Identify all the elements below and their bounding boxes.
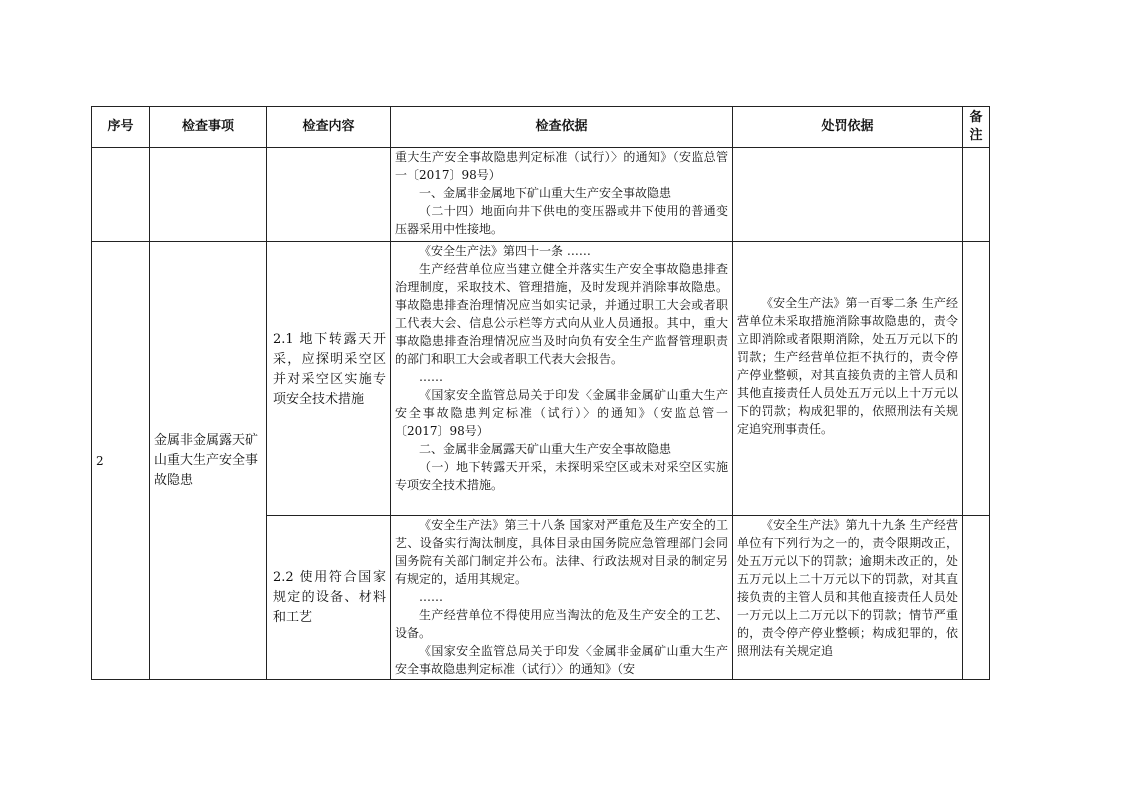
cell-item [150, 148, 267, 242]
basis-paragraph: 一、金属非金属地下矿山重大生产安全事故隐患 [419, 186, 672, 200]
basis-paragraph: 《国家安全监管总局关于印发〈金属非金属矿山重大生产安全事故隐患判定标准（试行）〉的通知》（安监总管一〔2017〕98号） [395, 388, 728, 438]
cell-remarks [963, 516, 990, 680]
cell-content: 2.1 地下转露天开采，应探明采空区并对采空区实施专项安全技术措施 [267, 242, 391, 516]
header-check-item: 检查事项 [150, 107, 267, 148]
basis-paragraph: 生产经营单位应当建立健全并落实生产安全事故隐患排查治理制度，采取技术、管理措施，及时发现并消除事故隐患。事故隐患排查治理情况应当如实记录，并通过职工大会或者职工代表大会、信息公示栏等方式向从业人员通报。其中，重大事故隐患排查治理情况应当及时向负有安全生产监督管理职责的部门和职工大会或者职工代表大会报告。 [395, 262, 728, 366]
cell-penalty [733, 148, 963, 242]
cell-penalty [733, 516, 963, 680]
basis-paragraph: 《安全生产法》第四十一条 …… [419, 244, 591, 258]
basis-paragraph: （一）地下转露天开采，未探明采空区或未对采空区实施专项安全技术措施。 [395, 460, 728, 492]
header-row [92, 107, 990, 148]
basis-paragraph: （二十四）地面向井下供电的变压器或井下使用的普通变压器采用中性接地。 [395, 204, 728, 236]
cell-basis [391, 516, 733, 680]
cell-penalty [733, 242, 963, 516]
basis-paragraph: 二、金属非金属露天矿山重大生产安全事故隐患 [419, 442, 672, 456]
cell-serial: 2 [92, 242, 150, 680]
cell-content: 2.2 使用符合国家规定的设备、材料和工艺 [267, 516, 391, 680]
basis-paragraph: 生产经营单位不得使用应当淘汰的危及生产安全的工艺、设备。 [395, 608, 728, 640]
cell-basis [391, 148, 733, 242]
header-check-content: 检查内容 [267, 107, 391, 148]
cell-serial [92, 148, 150, 242]
header-check-basis: 检查依据 [391, 107, 733, 148]
basis-paragraph: …… [419, 590, 443, 604]
table-row [92, 242, 990, 516]
penalty-paragraph: 《安全生产法》第九十九条 生产经营单位有下列行为之一的，责令限期改正，处五万元以下的罚款；逾期未改正的，处五万元以上二十万元以下的罚款，对其直接负责的主管人员和其他直接责任人员处一万元以上二万元以下的罚款；情节严重的，责令停产停业整顿；构成犯罪的，依照刑法有关规定追 [737, 518, 958, 658]
cell-item: 金属非金属露天矿山重大生产安全事故隐患 [150, 242, 267, 680]
cell-content [267, 148, 391, 242]
table-row [92, 148, 990, 242]
header-remarks: 备注 [963, 107, 990, 148]
basis-paragraph: …… [419, 370, 443, 384]
basis-paragraph: 重大生产安全事故隐患判定标准（试行）〉的通知》（安监总管一〔2017〕98号） [395, 150, 728, 182]
header-penalty-basis: 处罚依据 [733, 107, 963, 148]
cell-remarks [963, 148, 990, 242]
basis-paragraph: 《安全生产法》第三十八条 国家对严重危及生产安全的工艺、设备实行淘汰制度，具体目录由国务院应急管理部门会同国务院有关部门制定并公布。法律、行政法规对目录的制定另有规定的，适用其规定。 [395, 518, 728, 586]
basis-paragraph: 《国家安全监管总局关于印发〈金属非金属矿山重大生产安全事故隐患判定标准（试行）〉的通知》（安 [395, 644, 728, 676]
inspection-table [91, 106, 990, 680]
header-serial: 序号 [92, 107, 150, 148]
cell-basis [391, 242, 733, 516]
cell-remarks [963, 242, 990, 516]
penalty-paragraph: 《安全生产法》第一百零二条 生产经营单位未采取措施消除事故隐患的，责令立即消除或者限期消除，处五万元以下的罚款；生产经营单位拒不执行的，责令停产停业整顿，对其直接负责的主管人员和其他直接责任人员处五万元以上十万元以下的罚款；构成犯罪的，依照刑法有关规定追究刑事责任。 [737, 296, 958, 436]
